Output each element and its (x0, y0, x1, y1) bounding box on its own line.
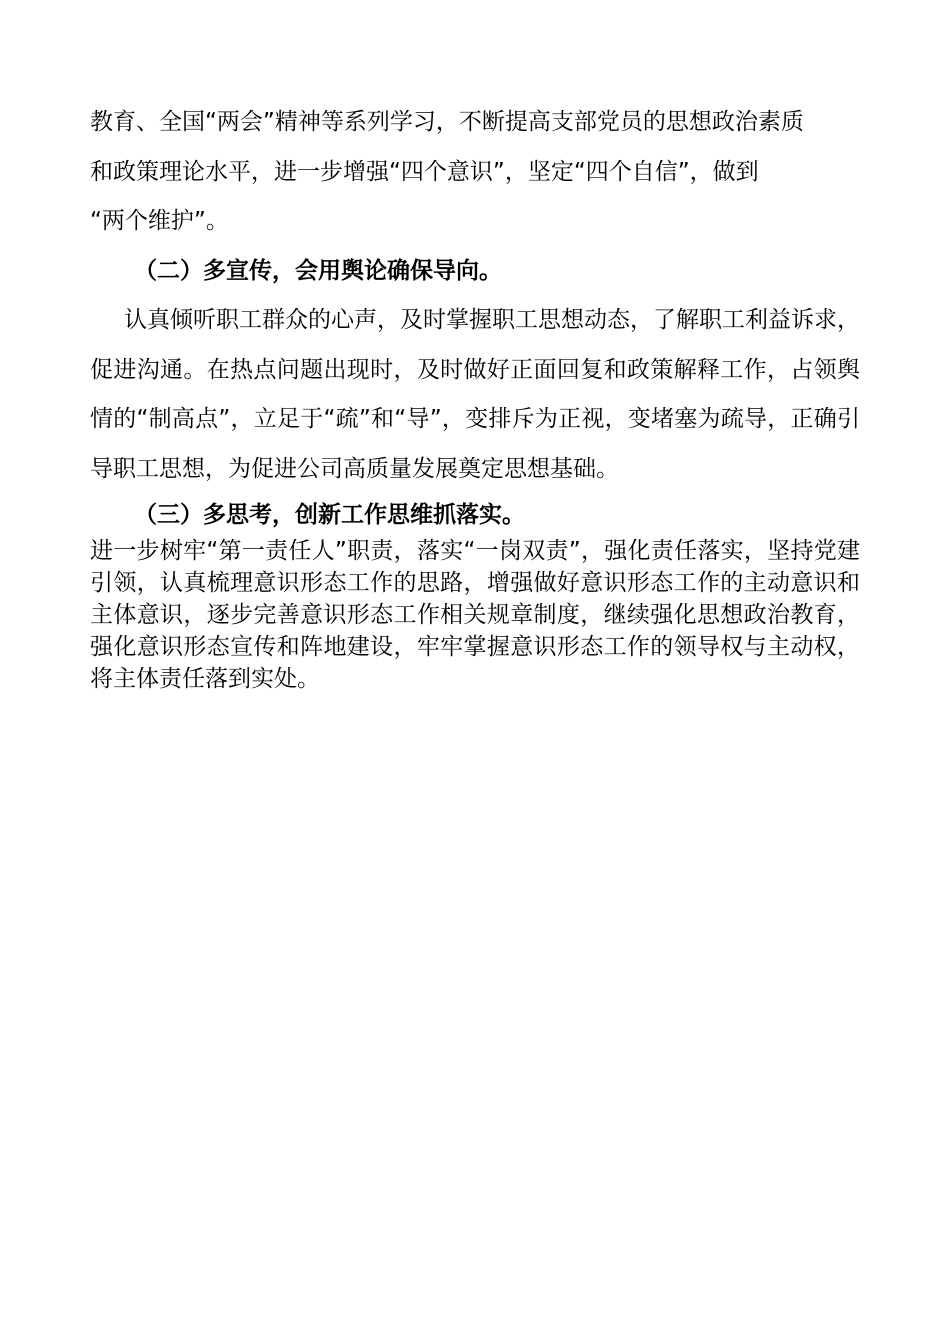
paragraph-1-line-1: 教育、全国“两会”精神等系列学习，不断提高支部党员的思想政治素质 (90, 109, 804, 135)
section-heading-3: （三）多思考，创新工作思维抓落实。 (134, 502, 525, 528)
paragraph-2: 认真倾听职工群众的心声，及时掌握职工思想动态，了解职工利益诉求，促进沟通。在热点问题出现时，及时做好正面回复和政策解释工作，占领舆情的“制高点”，立足于“疏”和“导”，变排斥为正视，变堵塞为疏导，正确引导职工思想，为促进公司高质量发展奠定思想基础。 (90, 307, 860, 482)
paragraph-1 (90, 98, 860, 247)
document-body (90, 98, 860, 695)
section-heading-2: （二）多宣传，会用舆论确保导向。 (134, 257, 502, 284)
paragraph-1-line-2: 和政策理论水平，进一步增强“四个意识”，坚定“四个自信”，做到 (90, 158, 759, 185)
paragraph-3: 进一步树牢“第一责任人”职责，落实“一岗双责”，强化责任落实，坚持党建引领，认真梳理意识形态工作的思路，增强做好意识形态工作的主动意识和主体意识，逐步完善意识形态工作相关规章制度，继续强化思想政治教育，强化意识形态宣传和阵地建设，牢牢掌握意识形态工作的领导权与主动权，将主体责任落到实处。 (90, 538, 860, 692)
paragraph-1-line-3: “两个维护”。 (90, 208, 229, 234)
